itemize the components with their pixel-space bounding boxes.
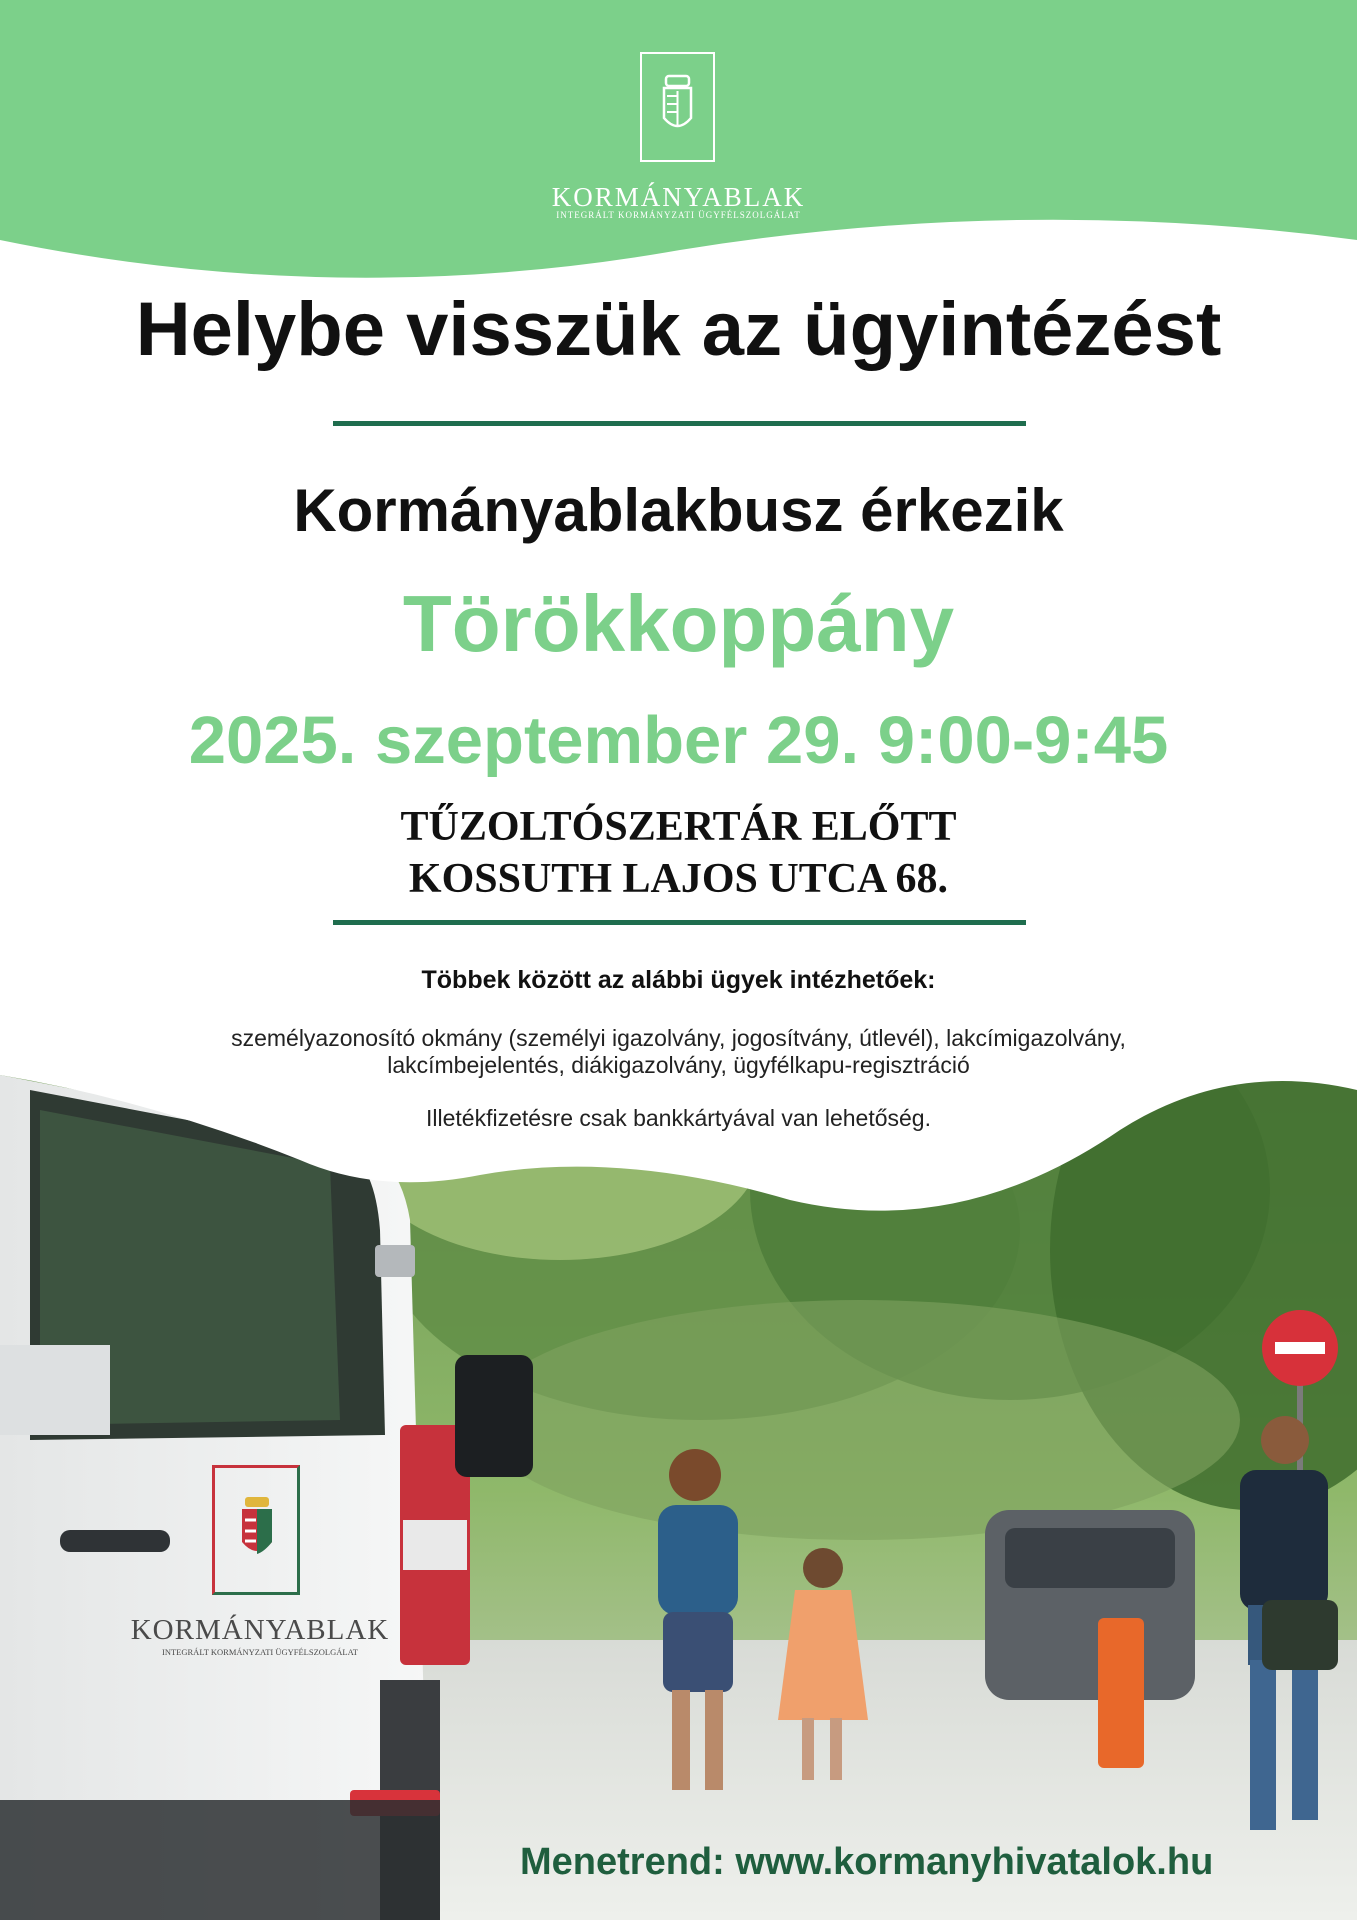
divider-bottom: [333, 920, 1026, 925]
schedule-link[interactable]: Menetrend: www.kormanyhivatalok.hu: [520, 1841, 1214, 1883]
divider-top: [333, 421, 1026, 426]
services-line-2: lakcímbejelentés, diákigazolvány, ügyfélkapu-regisztráció: [387, 1052, 970, 1078]
date-time: 2025. szeptember 29. 9:00-9:45: [188, 703, 1169, 778]
services-intro: Többek között az alábbi ügyek intézhetőek:: [421, 966, 936, 994]
subheadline: Kormányablakbusz érkezik: [293, 477, 1064, 544]
orange-bollard: [1098, 1618, 1144, 1768]
header-logo-frame: [640, 52, 715, 162]
services-list: [0, 1025, 1357, 1079]
header-brand-subtitle: INTEGRÁLT KORMÁNYZATI ÜGYFÉLSZOLGÁLAT: [556, 210, 801, 220]
van-mirror: [455, 1355, 533, 1477]
payment-note: Illetékfizetésre csak bankkártyával van lehetőség.: [426, 1105, 931, 1131]
services-line-1: személyazonosító okmány (személyi igazolvány, jogosítvány, útlevél), lakcímigazolvány,: [231, 1025, 1126, 1051]
headline: Helybe visszük az ügyintézést: [135, 287, 1222, 372]
van-logo-frame: [212, 1465, 300, 1595]
city-name: Törökkoppány: [402, 579, 955, 668]
van-brand-name: KORMÁNYABLAK: [130, 1614, 390, 1646]
location-block: [0, 801, 1357, 905]
van-brand-subtitle: INTEGRÁLT KORMÁNYZATI ÜGYFÉLSZOLGÁLAT: [162, 1647, 358, 1657]
location-line-2: KOSSUTH LAJOS UTCA 68.: [408, 856, 949, 902]
van-door-handle: [60, 1530, 170, 1552]
location-line-1: TŰZOLTÓSZERTÁR ELŐTT: [400, 804, 957, 850]
header-brand-name: KORMÁNYABLAK: [551, 182, 806, 212]
